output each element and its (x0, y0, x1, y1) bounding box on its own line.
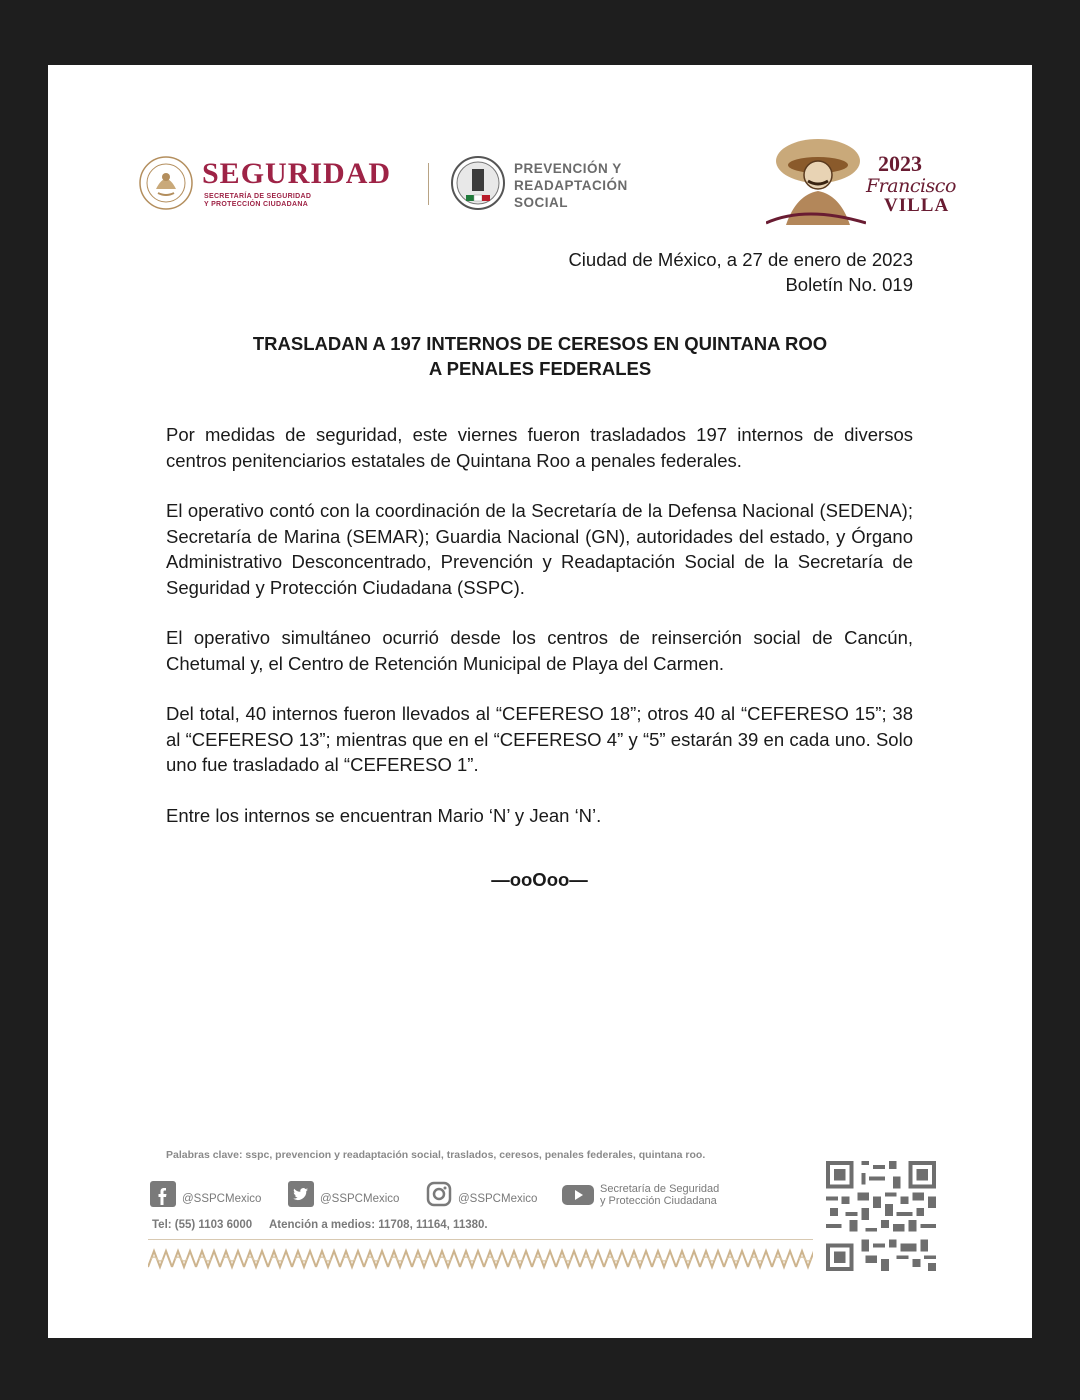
document-page (48, 65, 1032, 1338)
twitter-handle: @SSPCMexico (320, 1193, 400, 1205)
facebook-handle: @SSPCMexico (182, 1193, 262, 1205)
prs-line-2: READAPTACIÓN (514, 178, 628, 193)
seguridad-title: SEGURIDAD (202, 157, 392, 190)
villa-year: 2023 (878, 151, 922, 176)
headline (166, 331, 914, 381)
body-text (166, 422, 913, 853)
villa-name: Francisco (866, 175, 956, 197)
youtube-channel-name (600, 1183, 719, 1207)
keywords: Palabras clave: sspc, prevencion y readaptación social, traslados, ceresos, penales federales, quintana roo. (166, 1149, 706, 1161)
bulletin-number: Boletín No. 019 (785, 274, 913, 295)
paragraph-1: Por medidas de seguridad, este viernes fueron trasladados 197 internos de diversos centros penitenciarios estatales de Quintana Roo a penales federales. (166, 424, 913, 471)
date-line: Ciudad de México, a 27 de enero de 2023 (568, 249, 913, 270)
seguridad-subtitle-line-2: Y PROTECCIÓN CIUDADANA (204, 201, 309, 208)
phone-number: Tel: (55) 1103 6000 (152, 1219, 253, 1231)
media-contact: Atención a medios: 11708, 11164, 11380. (268, 1219, 488, 1231)
francisco-villa-portrait-icon (766, 135, 866, 227)
prs-line-3: SOCIAL (514, 195, 569, 210)
date-block (568, 247, 913, 297)
twitter-icon (288, 1181, 314, 1207)
headline-line-1: TRASLADAN A 197 INTERNOS DE CERESOS EN QUINTANA ROO (252, 333, 828, 354)
mexico-seal-icon (138, 155, 194, 211)
instagram-handle: @SSPCMexico (458, 1193, 538, 1205)
paragraph-4: Del total, 40 internos fueron llevados al “CEFERESO 18”; otros 40 al “CEFERESO 15”; 38 al “CEFERESO 13”; mientras que en el “CEFERESO 4” y “5” estarán 39 en cada uno. Solo uno fue trasladado al “CEFERESO 1”. (166, 703, 913, 775)
facebook-icon (150, 1181, 176, 1207)
youtube-line-2: y Protección Ciudadana (600, 1195, 717, 1207)
paragraph-5: Entre los internos se encuentran Mario ‘N’ y Jean ‘N’. (166, 804, 602, 826)
seguridad-logo (138, 153, 408, 215)
paragraph-2: El operativo contó con la coordinación de la Secretaría de la Defensa Nacional (SEDENA); Secretaría de Marina (SEMAR); Guardia Nacional (GN), autoridades del estado, y Órgano Administrativo Desconcentrado, Prevención y Readaptación Social de la Secretaría de Seguridad y Protección Ciudadana (SSPC). (166, 500, 913, 598)
decorative-pattern-icon (148, 1247, 813, 1271)
closing-mark: —ooOoo— (491, 869, 588, 890)
prs-emblem-icon (450, 155, 506, 211)
francisco-villa-logo (766, 135, 956, 231)
seguridad-subtitle (204, 193, 311, 209)
prs-line-1: PREVENCIÓN Y (514, 161, 622, 176)
instagram-icon (426, 1181, 452, 1207)
contact-line (152, 1219, 502, 1231)
prs-text (514, 160, 628, 211)
footer-rule (148, 1239, 813, 1240)
paragraph-3: El operativo simultáneo ocurrió desde los centros de reinserción social de Cancún, Chetumal y, el Centro de Retención Municipal de Playa del Carmen. (166, 627, 913, 674)
social-links (150, 1179, 790, 1209)
seguridad-subtitle-line-1: SECRETARÍA DE SEGURIDAD (204, 193, 312, 200)
villa-surname: VILLA (884, 195, 950, 216)
youtube-icon (562, 1181, 594, 1207)
header-divider (428, 163, 429, 205)
youtube-line-1: Secretaría de Seguridad (600, 1183, 720, 1195)
headline-line-2: A PENALES FEDERALES (428, 358, 652, 379)
prevencion-readaptacion-logo (450, 155, 650, 213)
qr-code-icon[interactable] (825, 1161, 937, 1271)
